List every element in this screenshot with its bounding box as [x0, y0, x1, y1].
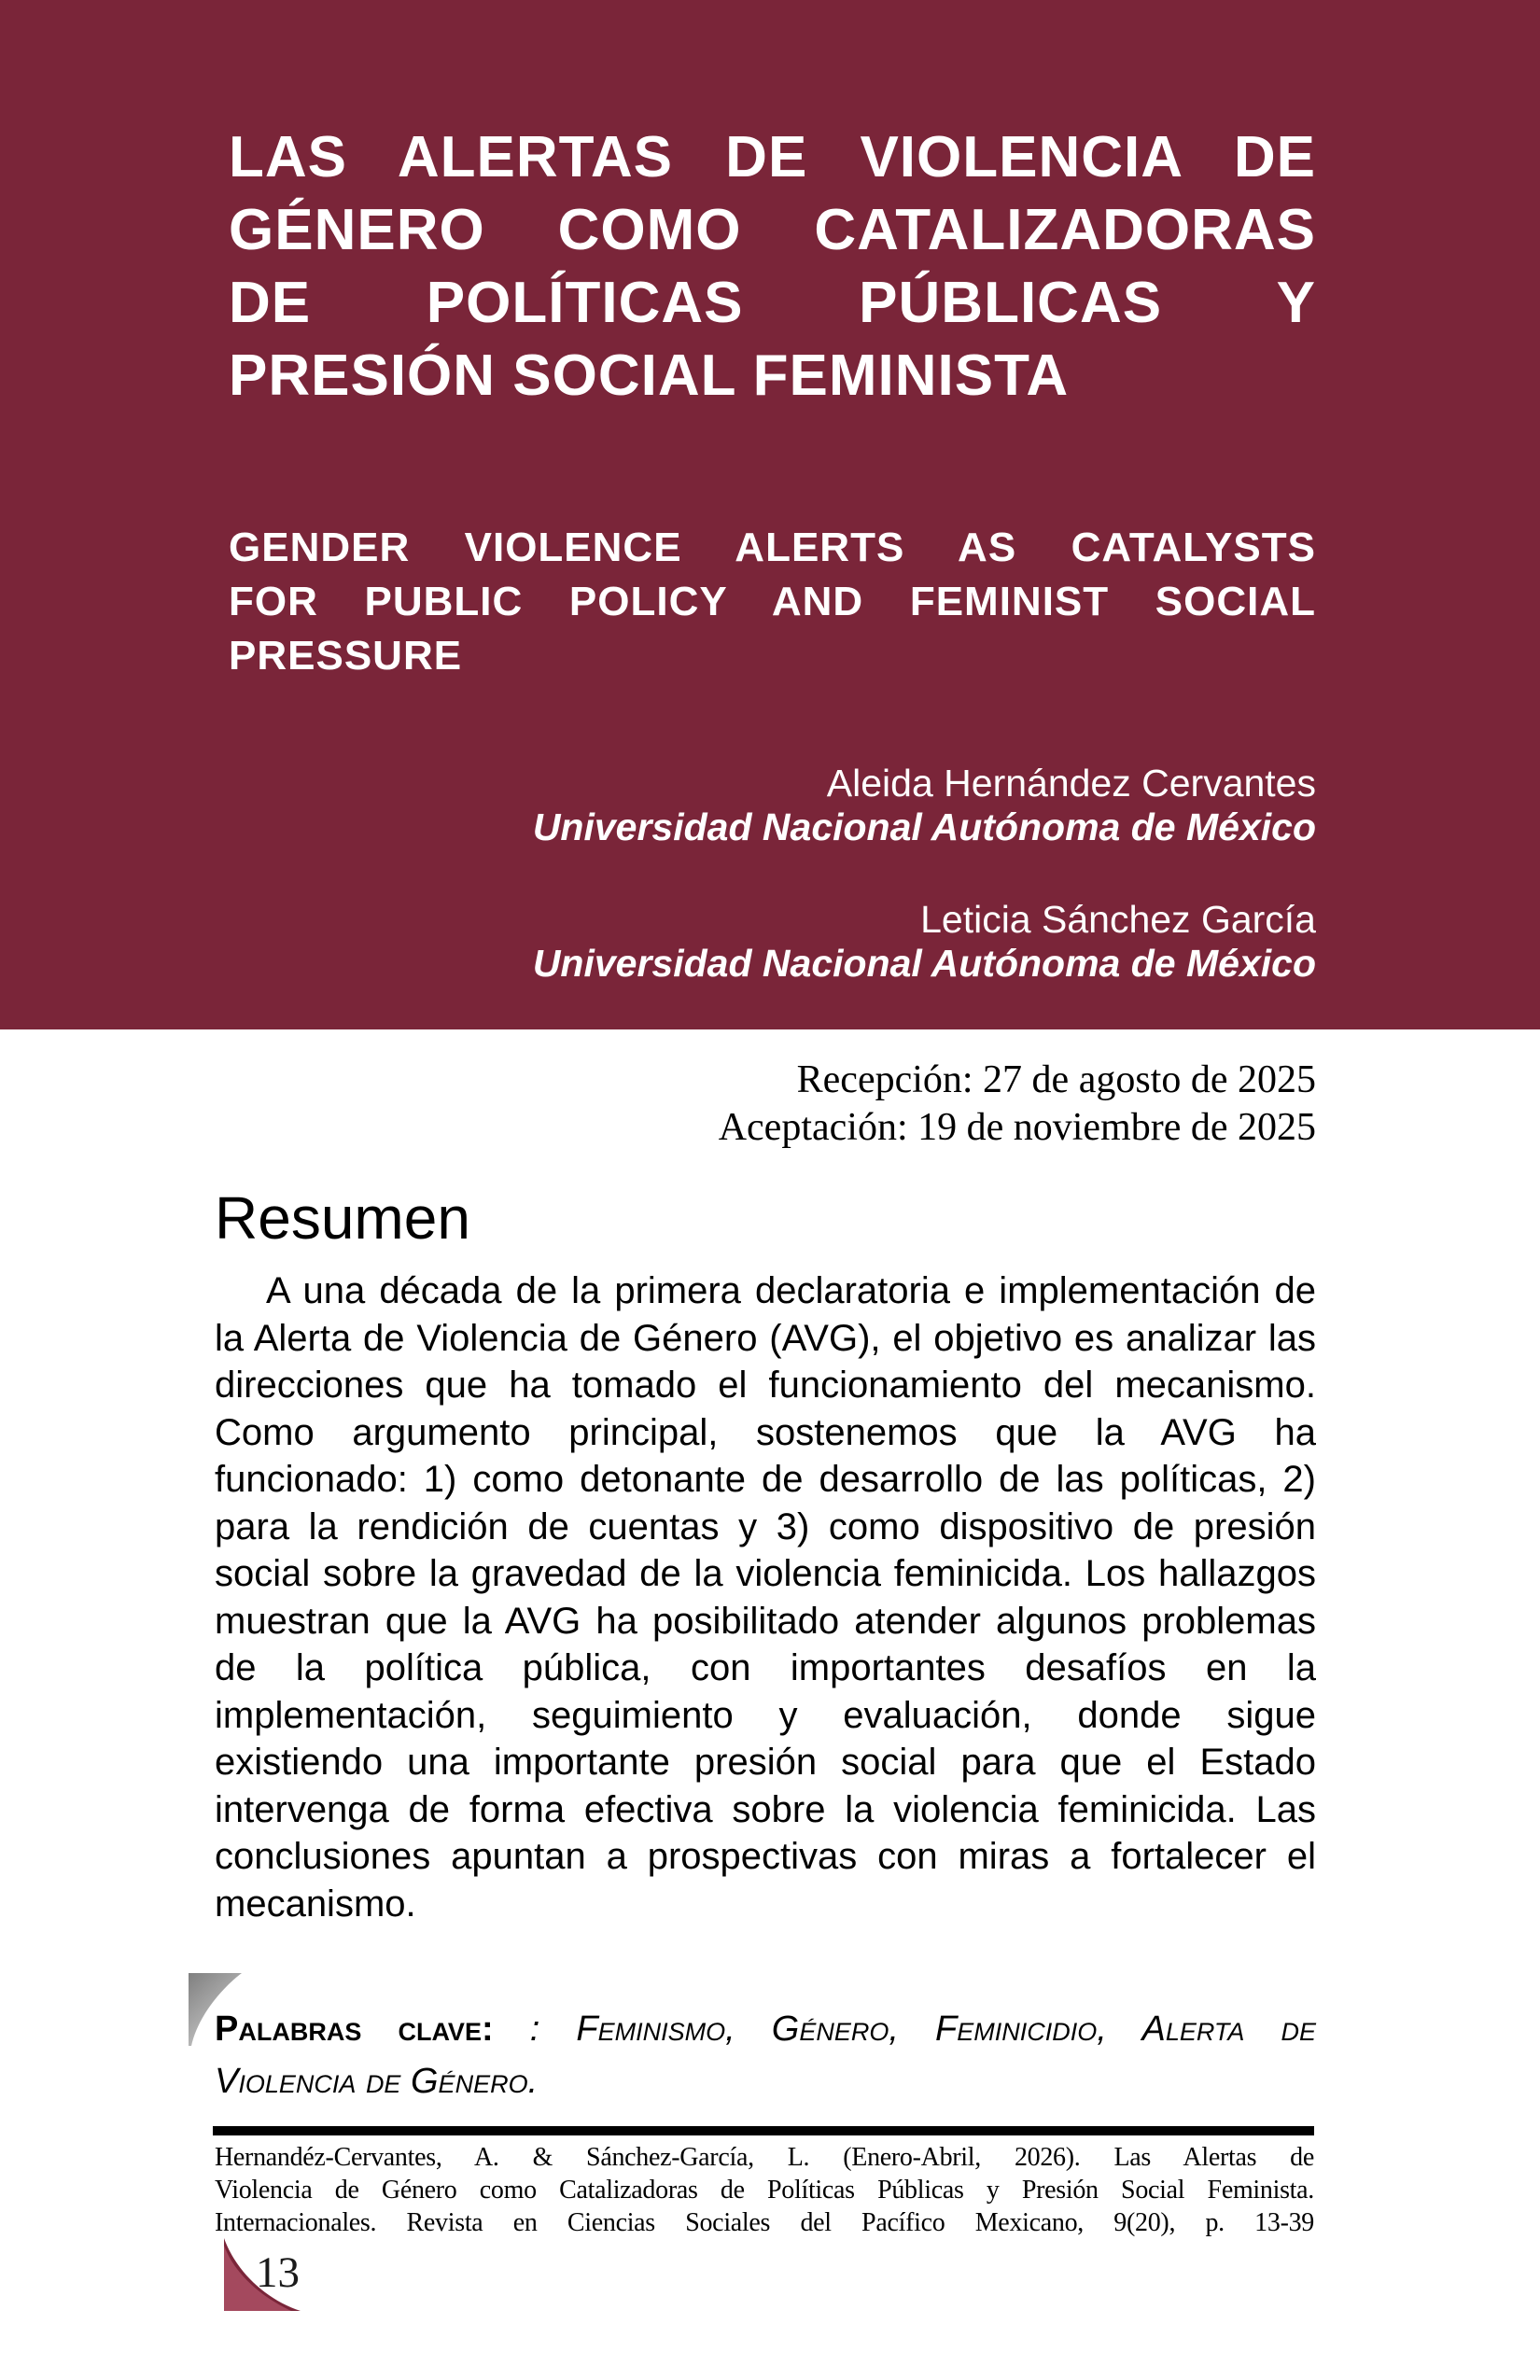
- author-entry: [476, 898, 1316, 986]
- citation-line: Violencia de Género como Catalizadoras de Políticas Públicas y Presión Social Feminista.: [215, 2176, 1314, 2205]
- author-name: Leticia Sánchez García: [920, 898, 1316, 941]
- citation-block: [215, 2141, 1314, 2239]
- keywords-line: [215, 2055, 1316, 2107]
- manuscript-dates: [476, 1057, 1316, 1152]
- author-name: Aleida Hernández Cervantes: [826, 762, 1316, 805]
- keywords-label: Palabras clave:: [215, 2009, 494, 2049]
- title-banner: [0, 0, 1540, 1029]
- page-title-english: [229, 521, 1316, 683]
- abstract-paragraph: A una década de la primera declaratoria e implementación de la Alerta de Violencia de Género (AVG), el objetivo es analizar las direcciones que ha tomado el funcionamiento del mecanismo. Como argumento principal, sostenemos que la AVG ha funcionado: 1) como detonante de desarrollo de las políticas, 2) para la rendición de cuentas y 3) como dispositivo de presión social sobre la gravedad de la violencia feminicida. Los hallazgos muestran que la AVG ha posibilitado atender algunos problemas de la política pública, con importantes desafíos en la implementación, seguimiento y evaluación, donde sigue existiendo una importante presión social para que el Estado intervenga de forma efectiva sobre la violencia feminicida. Las conclusiones apuntan a prospectivas con miras a fortalecer el mecanismo.: [215, 1270, 1316, 1925]
- author-affiliation: Universidad Nacional Autónoma de México: [532, 942, 1316, 985]
- acceptance-date: Aceptación: 19 de noviembre de 2025: [718, 1106, 1316, 1149]
- title-es-line: LAS ALERTAS DE VIOLENCIA DE: [229, 125, 1316, 189]
- citation-line: Internacionales. Revista en Ciencias Sociales del Pacífico Mexicano, 9(20), p. 13-39: [215, 2208, 1314, 2237]
- title-es-line: GÉNERO COMO CATALIZADORAS: [229, 198, 1316, 262]
- keywords-block: [215, 2003, 1316, 2107]
- title-en-line: PRESSURE: [229, 633, 463, 679]
- title-es-line: PRESIÓN SOCIAL FEMINISTA: [229, 343, 1070, 408]
- author-entry: [476, 762, 1316, 849]
- citation-line: Hernandéz-Cervantes, A. & Sánchez-García, L. (Enero-Abril, 2026). Las Alertas de: [215, 2143, 1314, 2172]
- footer-divider: [213, 2126, 1314, 2135]
- author-block: [476, 762, 1316, 1034]
- page-title-spanish: [229, 121, 1316, 413]
- title-es-line: DE POLÍTICAS PÚBLICAS Y: [229, 271, 1316, 335]
- author-affiliation: Universidad Nacional Autónoma de México: [532, 805, 1316, 848]
- title-en-line: FOR PUBLIC POLICY AND FEMINIST SOCIAL: [229, 579, 1316, 624]
- title-en-line: GENDER VIOLENCE ALERTS AS CATALYSTS: [229, 525, 1316, 570]
- keywords-text: Violencia de Género.: [215, 2062, 539, 2101]
- keywords-text: : Feminismo, Género, Feminicidio, Alerta de: [529, 2009, 1317, 2049]
- abstract-heading: Resumen: [215, 1184, 470, 1252]
- keywords-line: [215, 2003, 1316, 2055]
- page-number: 13: [256, 2248, 300, 2297]
- reception-date: Recepción: 27 de agosto de 2025: [796, 1058, 1316, 1101]
